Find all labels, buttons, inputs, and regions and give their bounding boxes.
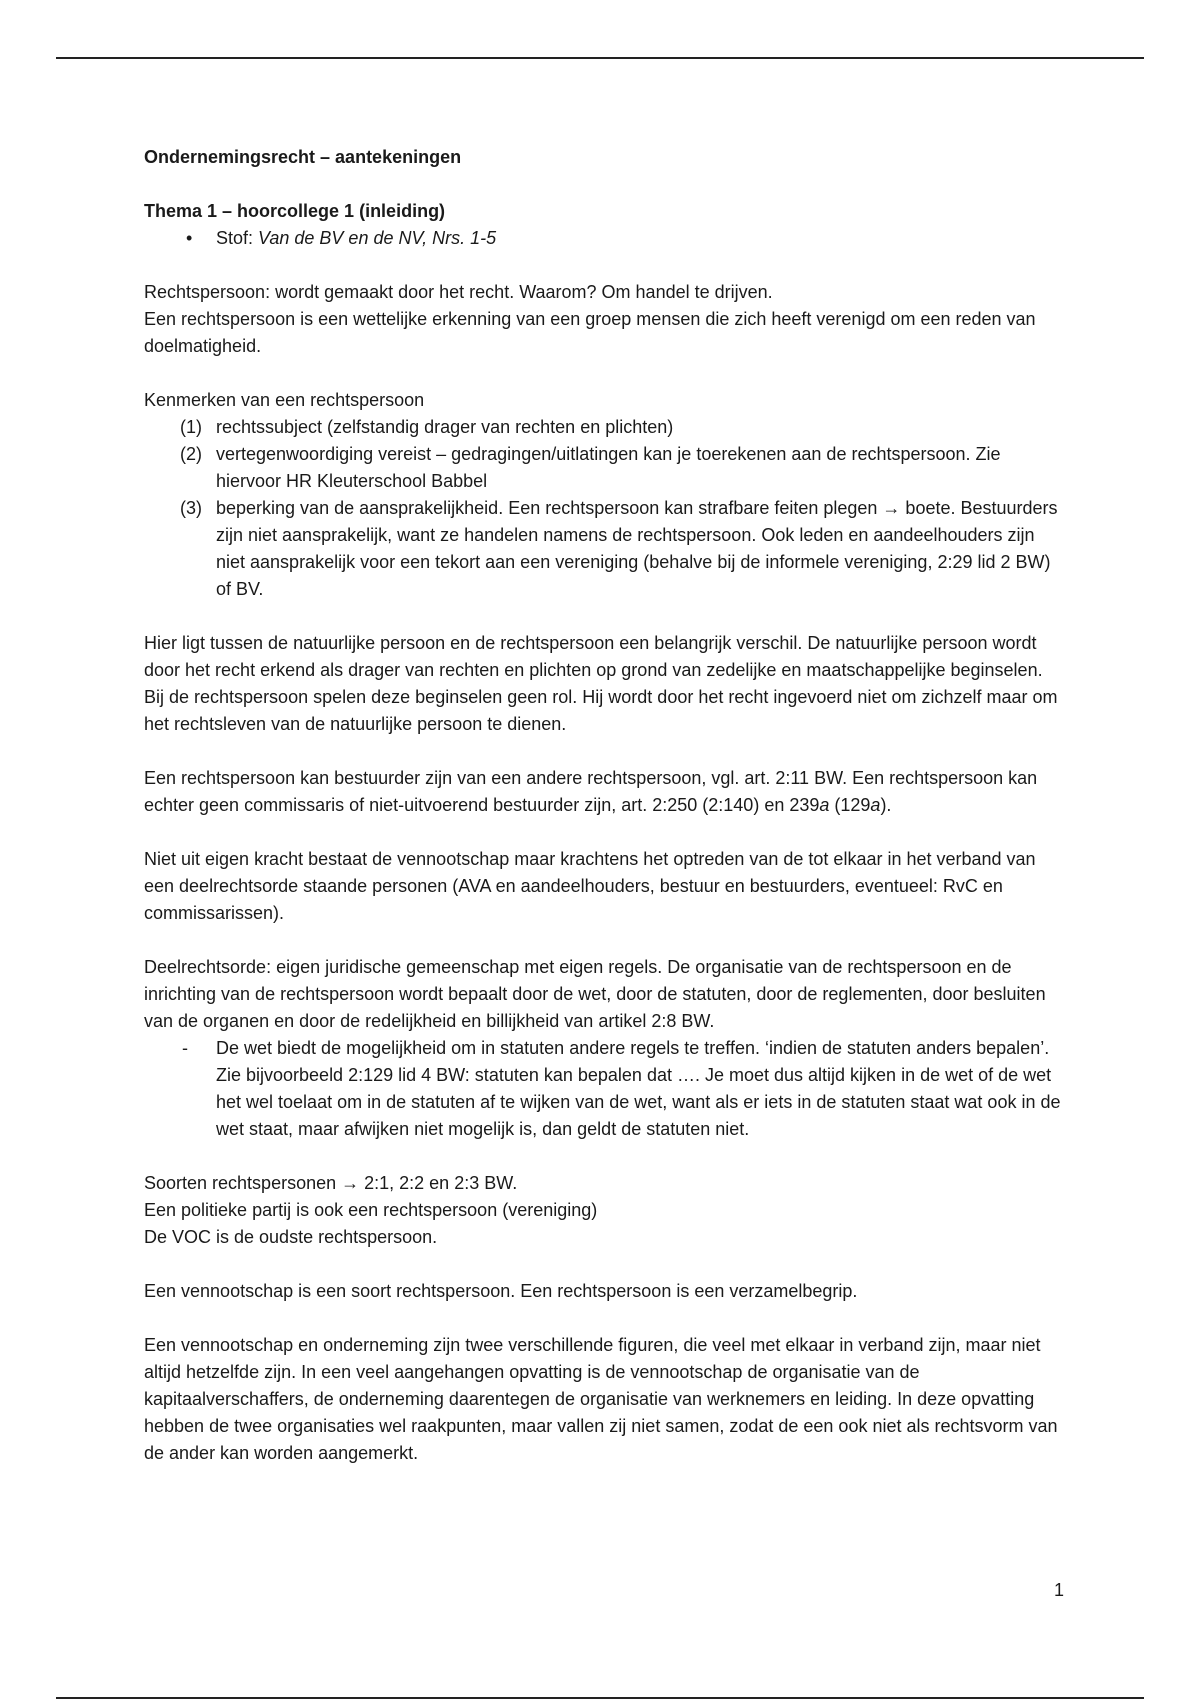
spacer: [144, 360, 1064, 387]
spacer: [144, 171, 1064, 198]
spacer: [144, 1143, 1064, 1170]
spacer: [144, 1305, 1064, 1332]
kenmerk-text: rechtssubject (zelfstandig drager van rechten en plichten): [216, 417, 674, 437]
kenmerk-number: (2): [180, 444, 202, 464]
soorten-line-1: Soorten rechtspersonen → 2:1, 2:2 en 2:3 BW.: [144, 1173, 518, 1193]
spacer: [144, 603, 1064, 630]
bestuurder-text: ).: [880, 795, 892, 815]
soorten-line-3: De VOC is de oudste rechtspersoon.: [144, 1227, 438, 1247]
stof-label: Stof:: [216, 228, 259, 248]
bestuurder-italic-a: a: [870, 795, 881, 815]
dash-marker: -: [182, 1038, 188, 1058]
dash-item-text: De wet biedt de mogelijkheid om in statuten andere regels te treffen. ‘indien de statuten anders bepalen’. Zie bijvoorbeeld 2:129 lid 4 BW: statuten kan bepalen dat …. Je moet dus altijd kijken in de wet of de wet het wel toelaat om in de statuten af te wijken van de wet, want als er iets in de statuten staat wat ook in de wet staat, maar afwijken niet mogelijk is, dan geldt de statuten niet.: [216, 1038, 1061, 1139]
paragraph-deelrechtsorde: Deelrechtsorde: eigen juridische gemeenschap met eigen regels. De organisatie van de rechtspersoon en de inrichting van de rechtspersoon wordt bepaalt door de wet, door de statuten, door de reglementen, door besluiten van de organen en door de redelijkheid en billijkheid van artikel 2:8 BW.: [144, 957, 1046, 1031]
kenmerken-heading: Kenmerken van een rechtspersoon: [144, 390, 425, 410]
bestuurder-text: (129: [829, 795, 871, 815]
soorten-line-2: Een politieke partij is ook een rechtspersoon (vereniging): [144, 1200, 598, 1220]
paragraph-soort-rechtspersoon: Een vennootschap is een soort rechtspersoon. Een rechtspersoon is een verzamelbegrip.: [144, 1281, 858, 1301]
intro-line-1: Rechtspersoon: wordt gemaakt door het recht. Waarom? Om handel te drijven.: [144, 282, 773, 302]
footer-rule: [56, 1697, 1144, 1699]
intro-line-2: Een rechtspersoon is een wettelijke erkenning van een groep mensen die zich heeft verenigd om een reden van doelmatigheid.: [144, 309, 1036, 356]
kenmerk-number: (1): [180, 417, 202, 437]
header-rule: [56, 57, 1144, 59]
page-number: 1: [1053, 1580, 1064, 1600]
spacer: [144, 252, 1064, 279]
bestuurder-italic-a: a: [819, 795, 830, 815]
spacer: [144, 1251, 1064, 1278]
paragraph-onderneming: Een vennootschap en onderneming zijn twee verschillende figuren, die veel met elkaar in verband zijn, maar niet altijd hetzelfde zijn. In een veel aangehangen opvatting is de vennootschap de organisatie van de kapitaalverschaffers, de onderneming daarentegen de organisatie van werknemers en leiding. In deze opvatting hebben de twee organisaties wel raakpunten, maar vallen zij niet samen, zodat de een ook niet als rechtsvorm van de ander kan worden aangemerkt.: [144, 1335, 1058, 1463]
paragraph-bestuurder: [144, 765, 1064, 819]
kenmerk-item-2: [144, 441, 1064, 495]
kenmerk-number: (3): [180, 498, 202, 518]
paragraph-eigen-kracht: Niet uit eigen kracht bestaat de vennootschap maar krachtens het optreden van de tot elkaar in het verband van een deelrechtsorde staande personen (AVA en aandeelhouders, bestuur en bestuurders, eventueel: RvC en commissarissen).: [144, 849, 1036, 923]
paragraph-natuurlijk-persoon: Hier ligt tussen de natuurlijke persoon en de rechtspersoon een belangrijk verschil. De natuurlijke persoon wordt door het recht erkend als drager van rechten en plichten op grond van zedelijke en maatschappelijke beginselen. Bij de rechtspersoon spelen deze beginselen geen rol. Hij wordt door het recht ingevoerd niet om zichzelf maar om het rechtsleven van de natuurlijke persoon te dienen.: [144, 633, 1058, 734]
spacer: [144, 927, 1064, 954]
spacer: [144, 819, 1064, 846]
kenmerk-text: vertegenwoordiging vereist – gedragingen/uitlatingen kan je toerekenen aan de rechtspersoon. Zie hiervoor HR Kleuterschool Babbel: [216, 444, 1001, 491]
kenmerk-item-3: [144, 495, 1064, 603]
dash-item: [144, 1035, 1064, 1143]
bestuurder-text: Een rechtspersoon kan bestuurder zijn van een andere rechtspersoon, vgl. art. 2:11 BW. Een rechtspersoon kan echter geen commissaris of niet-uitvoerend bestuurder zijn, art. 2:250 (2:140) en 239: [144, 768, 1038, 815]
section-heading: Thema 1 – hoorcollege 1 (inleiding): [144, 201, 446, 221]
document-page: [144, 144, 1064, 1467]
stof-bullet: [144, 225, 1064, 252]
stof-value: Van de BV en de NV, Nrs. 1-5: [258, 228, 497, 248]
spacer: [144, 738, 1064, 765]
kenmerk-text: beperking van de aansprakelijkheid. Een rechtspersoon kan strafbare feiten plegen → boete. Bestuurders zijn niet aansprakelijk, want ze handelen namens de rechtspersoon. Ook leden en aandeelhouders zijn niet aansprakelijk voor een tekort aan een vereniging (behalve bij de informele vereniging, 2:29 lid 2 BW) of BV.: [216, 498, 1058, 599]
document-title: Ondernemingsrecht – aantekeningen: [144, 147, 462, 167]
bullet-marker: •: [186, 228, 193, 248]
kenmerk-item-1: [144, 414, 1064, 441]
